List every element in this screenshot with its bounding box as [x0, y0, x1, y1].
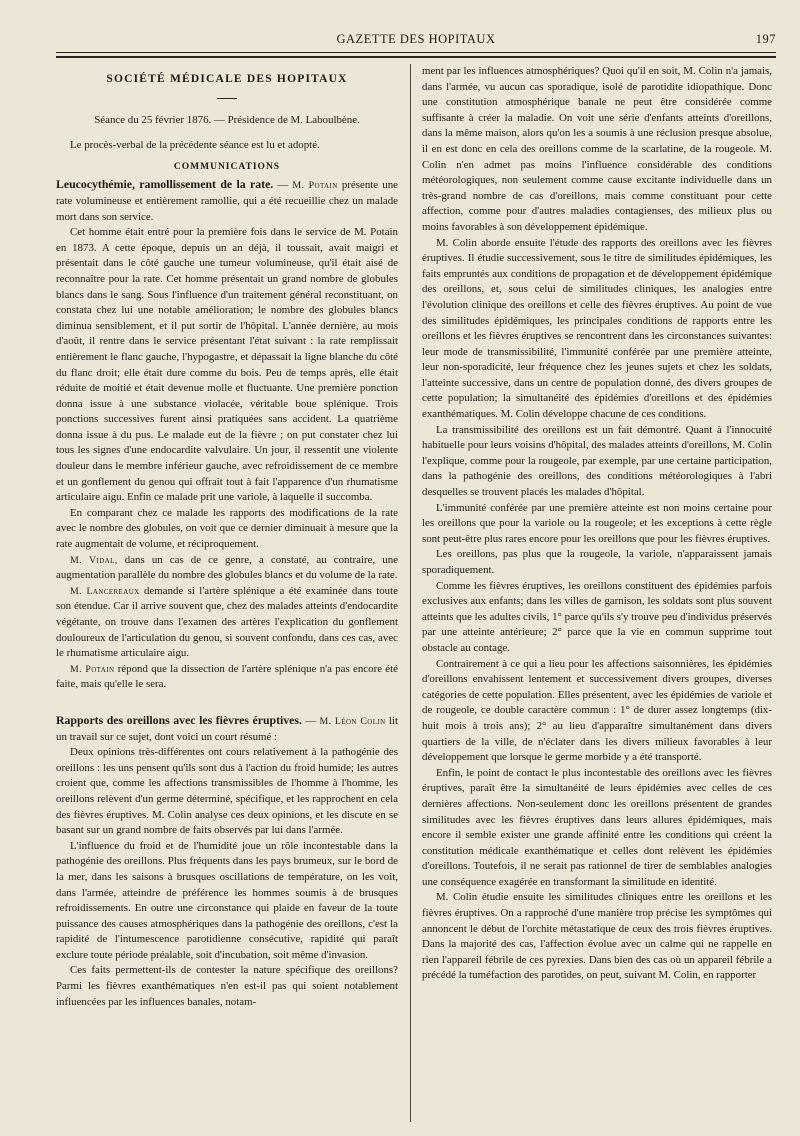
proces-verbal: Le procès-verbal de la précédente séance est lu et adopté. — [70, 139, 320, 152]
speaker: M. Lancereaux — [70, 585, 140, 597]
article-1-lead: Leucocythémie, ramollissement de la rate. — M. Potain présente une rate volumineuse et entièrement ramollie, qui a été recueillie chez un malade mort dans son service. — [56, 177, 398, 223]
seance-line: Séance du 25 février 1876. — Présidence de M. Laboulbène. — [94, 113, 360, 126]
paragraph: Ces faits permettent-ils de contester la nature spécifique des oreillons? Parmi les fièvres exanthématiques n'en est-il pas qui soient notablement influencées par les influences banales, notam- — [56, 964, 398, 1008]
left-column — [56, 64, 398, 1122]
paragraph: M. Potain répond que la dissection de l'artère splénique n'a pas encore été faite, mais qu'elle le sera. — [56, 662, 398, 691]
speaker: M. Potain — [292, 180, 338, 192]
paragraph: M. Vidal, dans un cas de ce genre, a constaté, au contraire, une augmentation parallèle du nombre des globules blancs et du volume de la rate. — [56, 553, 398, 582]
page-number: 197 — [755, 32, 776, 46]
speaker: M. Léon Colin — [319, 715, 386, 727]
paragraph: La transmissibilité des oreillons est un fait démontré. Quant à l'innocuité habituelle pour leurs voisins d'hôpital, des malades atteints d'oreillons, M. Colin l'explique, comme pour la rougeole, par exemple, par une certaine participation, dans la pathogénie des oreillons, des conditions météorologiques à l'abri desquelles se trouvent placés les malades d'hôpital. — [422, 423, 772, 499]
right-column — [422, 64, 772, 1122]
article-1-intro: présente une rate volumineuse et entièrement ramollie, qui a été recueillie chez un malade mort dans son service. — [56, 179, 398, 223]
paragraph: M. Colin étudie ensuite les similitudes cliniques entre les oreillons et les fièvres éruptives. On a rapproché d'une manière trop précise les symptômes qui annoncent le début de l'orchite métastatique de ceux des trois fièvres éruptives. Dans la majorité des cas, l'affection évolue avec un calme qui ne rappelle en rien l'appareil fébrile de ces pyrexies. Dans bien des cas où un appareil fébrile a précédé la tuméfaction des parotides, on peut, suivant M. Colin, en rapporter — [422, 891, 772, 982]
paragraph: Les oreillons, pas plus que la rougeole, la variole, n'apparaissent jamais sporadiquement. — [422, 548, 772, 576]
header-rule — [56, 52, 776, 53]
speaker: M. Vidal, — [70, 554, 118, 566]
paragraph: L'influence du froid et de l'humidité joue un rôle incontestable dans la pathogénie des oreillons. Plus fréquents dans les pays brumeux, sur le bord de la mer, dans les saisons à brusques oscillations de température, on les voit, dans l'armée, atteindre de préférence les hommes soumis à de brusques refroidissements. En outre une circonstance qui plaide en faveur de la toute puissance des causes atmosphériques dans la pathogénie des oreillons, c'est la rapidité de l'intumescence parotidienne consécutive, rapidité qui paraît exclure toute période préalable, soit d'incubation, soit même d'invasion. — [56, 839, 398, 961]
speaker: M. Potain — [70, 663, 115, 675]
paragraph: En comparant chez ce malade les rapports des modifications de la rate avec le nombre des globules, on voit que ce dernier diminuait à mesure que la rate augmentait de volume, et réciproquement. — [56, 506, 398, 551]
article-2-lead: Rapports des oreillons avec les fièvres éruptives. — M. Léon Colin lit un travail sur ce sujet, dont voici un court résumé : — [56, 712, 398, 743]
paragraph: L'immunité conférée par une première atteinte est non moins certaine pour les oreillons que pour la variole ou la rougeole; et les exceptions à cette règle sont peut-être plus rares encore pour les oreillons que pour les fièvres éruptives. — [422, 501, 772, 545]
article-1-title: Leucocythémie, ramollissement de la rate. — [56, 177, 274, 192]
communications-heading: COMMUNICATIONS — [173, 161, 281, 172]
paragraph: M. Lancereaux demande si l'artère splénique a été examinée dans toute son étendue. Car il arrive souvent que, chez des malades atteints d'endocardite végétante, on trouve dans l'examen des artères l'explication du gonflement douloureux de l'articulation du genou, si souvent confondu, dans ces cas, avec le rhumatisme articulaire aigu. — [56, 584, 398, 660]
society-heading: SOCIÉTÉ MÉDICALE DES HOPITAUX — [106, 73, 348, 85]
section-rule — [217, 98, 237, 99]
paragraph: Enfin, le point de contact le plus incontestable des oreillons avec les fièvres éruptives, paraît être la simultanéité de leurs épidémies avec celles de ces dernières affections. Non-seulement donc les oreillons présentent de grandes similitudes avec les fièvres éruptives dans leurs allures épidémiques, mais encore il semble exister une grande affinité entre les conditions qui créent la constitution médicale exanthématique et celles dont relèvent les épidémies d'oreillons. Toutefois, il ne serait pas rationnel de tirer de semblables analogies une conséquence exagérée en transformant la similitude en identité. — [422, 766, 772, 888]
paragraph: M. Colin aborde ensuite l'étude des rapports des oreillons avec les fièvres éruptives. Il étudie successivement, sous le titre de similitudes épidémiques, les faits empruntés aux conditions de propagation et de développement épidémique des oreillons, et, sous celui de similitudes cliniques, les analogies entre l'évolution clinique des oreillons et celle des fièvres éruptives. Au point de vue des similitudes épidémiques, les principales conditions de rapports entre les oreillons et les fièvres éruptives se rencontrent dans les circonstances suivantes: leur mode de transmissibilité, l'immunité conférée par une première atteinte, leur non-sporadicité, leur fréquence chez les jeunes sujets et chez les soldats, l'atteinte successive, dans un centre de population donné, des divers groupes de cette population; la simultanéité des épidémies d'oreillons et des épidémies exanthématiques. M. Colin développe chacune de ces conditions. — [422, 236, 772, 421]
page-header — [56, 30, 776, 50]
paragraph: ment par les influences atmosphériques? Quoi qu'il en soit, M. Colin n'a jamais, dans l'armée, vu aucun cas sporadique, isolé de parotidite idiopathique. Donc une constitution atmosphérique banale ne peut être considérée comme suffisante à créer la maladie. On voit une série d'enfants atteints d'oreillons, dans la même maison, alors qu'on les a soumis à une réclusion presque absolue, il en est donc en cela des oreillons comme de la scarlatine, de la rougeole. M. Colin n'en admet pas moins l'influence considérable des conditions météorologiques, non seulement comme cause excitante individuelle dans un très-grand nombre de cas d'oreillons, mais comme constituant pour cette affection, comme pour d'autres maladies contagienses, des milieux plus ou moins favorables à son développement épidémique. — [422, 65, 772, 233]
article-2-title: Rapports des oreillons avec les fièvres éruptives. — [56, 712, 302, 727]
header-rule-thick — [56, 56, 776, 58]
paragraph: Cet homme était entré pour la première fois dans le service de M. Potain en 1873. A cette époque, depuis un an déjà, il toussait, avait maigri et présentait dans le côté gauche une tumeur volumineuse, qu'il était aisé de reconnaître pour la rate. Cet homme présentait un grand nombre de globules blancs dans le sang. Sous l'influence d'un traitement général reconstituant, on constata chez lui une notable amélioration; le nombre des globules blancs diminua sensiblement, et il put sortir de l'hôpital. L'année dernière, au mois d'août, il rentre dans le service présentant l'état suivant : la rate remplissait entièrement le flanc gauche, l'hypogastre, et dépassait la ligne blanche du côté du flanc droit; elle était dure comme du bois. Peu de temps après, elle était réduite de moitié et était devenue molle et fluctuante. Une première ponction donna issue à une substance violacée, véritable boue splénique. Trois ponctions successives furent ainsi pratiquées sans accident. La quatrième donna issue à du pus. Le malade eut de la fièvre ; on put constater chez lui tous les signes d'une endocardite valvulaire. Un jour, il ressentit une violente douleur dans le membre inférieur gauche, avec refroidissement de ce membre et un gonflement du genou qui offrait tout à fait l'apparence d'un rhumatisme articulaire aigu. Enfin ce malade prit une variole, à laquelle il succomba. — [56, 226, 398, 504]
paragraph: Contrairement à ce qui a lieu pour les affections saisonnières, les épidémies d'oreillons envahissent lentement et successivement divers groupes, diverses catégories de cette population. Elles présentent, avec les épidémies de variole et de rougeole, ce double caractère commun : 1° de durer assez longtemps (dix-huit mois à trois ans); 2° au lieu d'apparaître simultanément dans divers quartiers de la ville, de n'éclater dans les divers milieux favorables à leur développement que lorsque le germe morbide y a été transporté. — [422, 657, 772, 764]
journal-title: GAZETTE DES HOPITAUX — [336, 32, 496, 46]
column-divider — [410, 64, 411, 1122]
paragraph: Deux opinions très-différentes ont cours relativement à la pathogénie des oreillons : les uns pensent qu'ils sont dus à l'action du froid humide; les autres croient que, comme les affections transmissibles de l'homme à l'homme, les oreillons relèvent d'un germe déterminé, spécifique, et les rapprochent en cela des fièvres éruptives. M. Colin analyse ces deux opinions, et les discute en se basant sur un grand nombre de faits observés par lui dans l'armée. — [56, 746, 398, 837]
paragraph: Comme les fièvres éruptives, les oreillons constituent des épidémies parfois exclusives aux enfants; dans les villes de garnison, les soldats sont plus souvent atteints que les adultes civils, 1° parce qu'ils s'y trouve peu d'individus préservés par une atteinte antérieure; 2° parce que la vie en commun supprime tout obstacle au contage. — [422, 579, 772, 654]
article-2-intro: lit un travail sur ce sujet, dont voici un court résumé : — [56, 714, 398, 743]
